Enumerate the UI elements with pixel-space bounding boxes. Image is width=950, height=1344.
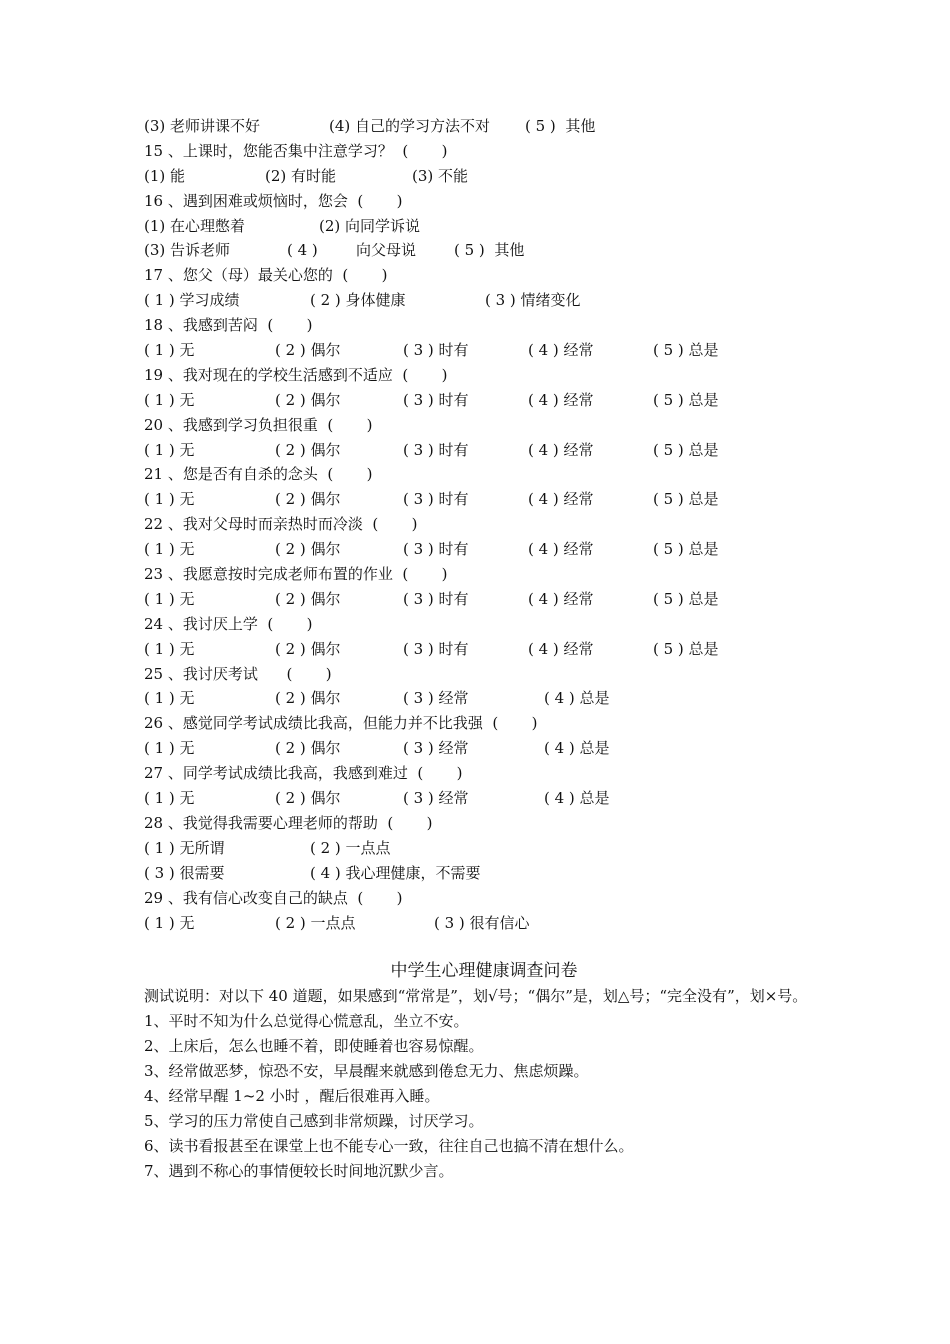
option: ( 3 ) 经常 — [403, 789, 469, 808]
option: ( 1 ) 无 — [144, 540, 195, 559]
option: ( 1 ) 无 — [144, 689, 195, 708]
option: ( 3 ) 时有 — [403, 589, 469, 608]
option: ( 4 ) 经常 — [528, 341, 594, 360]
option: ( 5 ) 总是 — [653, 341, 719, 360]
option: (1) 在心理憋着 — [144, 216, 246, 235]
survey-item: 1、平时不知为什么总觉得心慌意乱，坐立不安。 — [144, 1012, 469, 1031]
option: ( 3 ) 时有 — [403, 390, 469, 409]
question-25: 25 、我讨厌考试 ( ) — [144, 664, 332, 683]
question-14-options — [144, 114, 824, 139]
option: ( 5 ) 其他 — [525, 117, 596, 135]
option: ( 3 ) 很需要 — [144, 863, 225, 882]
question-29-options — [144, 911, 824, 936]
option: ( 4 ) — [287, 241, 318, 260]
question-21-options — [144, 487, 824, 512]
option: ( 2 ) 偶尔 — [275, 639, 341, 658]
option: ( 1 ) 无 — [144, 341, 195, 360]
question-16-options-2 — [144, 238, 824, 263]
question-22: 22 、我对父母时而亲热时而冷淡 ( ) — [144, 515, 418, 534]
question-22-options — [144, 537, 824, 562]
option: ( 1 ) 无 — [144, 789, 195, 808]
question-18: 18 、我感到苦闷 ( ) — [144, 316, 313, 335]
question-24: 24 、我讨厌上学 ( ) — [144, 614, 313, 633]
option: (3) 告诉老师 — [144, 241, 231, 260]
option: ( 1 ) 无 — [144, 390, 195, 409]
option: ( 2 ) 偶尔 — [275, 440, 341, 459]
question-20-options — [144, 438, 824, 463]
question-23-options — [144, 587, 824, 612]
question-19: 19 、我对现在的学校生活感到不适应 ( ) — [144, 365, 448, 384]
option: ( 4 ) 总是 — [544, 789, 610, 808]
option: ( 4 ) 经常 — [528, 540, 594, 559]
question-15: 15 、上课时，您能否集中注意学习？ ( ) — [144, 141, 448, 160]
question-26: 26 、感觉同学考试成绩比我高，但能力并不比我强 ( ) — [144, 714, 538, 733]
question-29: 29 、我有信心改变自己的缺点 ( ) — [144, 888, 403, 907]
option: (3) 不能 — [412, 166, 469, 185]
option: ( 4 ) 我心理健康，不需要 — [310, 863, 481, 882]
option: ( 2 ) 偶尔 — [275, 789, 341, 808]
option: ( 4 ) 经常 — [528, 390, 594, 409]
survey-title: 中学生心理健康调查问卷 — [390, 961, 578, 982]
option: ( 5 ) 总是 — [653, 490, 719, 509]
survey-item: 6、读书看报甚至在课堂上也不能专心一致，往往自己也搞不清在想什么。 — [144, 1136, 634, 1155]
option: ( 2 ) 一点点 — [310, 838, 391, 857]
option: ( 1 ) 无 — [144, 440, 195, 459]
option: (3) 老师讲课不好 — [144, 117, 261, 135]
question-20: 20 、我感到学习负担很重 ( ) — [144, 415, 373, 434]
survey-item: 2、上床后，怎么也睡不着，即使睡着也容易惊醒。 — [144, 1037, 484, 1056]
option: ( 1 ) 无 — [144, 490, 195, 509]
option: (2) 向同学诉说 — [319, 216, 421, 235]
question-28-options-2 — [144, 861, 824, 886]
question-28-options — [144, 836, 824, 861]
option: (2) 有时能 — [265, 166, 337, 185]
option: ( 5 ) 总是 — [653, 589, 719, 608]
option: ( 2 ) 一点点 — [275, 913, 356, 932]
survey-item: 3、经常做恶梦，惊恐不安，早晨醒来就感到倦怠无力、焦虑烦躁。 — [144, 1062, 589, 1081]
option: ( 5 ) 总是 — [653, 540, 719, 559]
option: ( 3 ) 时有 — [403, 341, 469, 360]
option: ( 3 ) 时有 — [403, 639, 469, 658]
option: ( 2 ) 偶尔 — [275, 390, 341, 409]
option: ( 2 ) 身体健康 — [310, 291, 406, 310]
option: ( 4 ) 经常 — [528, 440, 594, 459]
survey-item: 5、学习的压力常使自己感到非常烦躁，讨厌学习。 — [144, 1111, 484, 1130]
option: ( 4 ) 经常 — [528, 639, 594, 658]
option: ( 4 ) 经常 — [528, 589, 594, 608]
option: ( 2 ) 偶尔 — [275, 540, 341, 559]
option: ( 1 ) 无 — [144, 913, 195, 932]
question-17: 17 、您父（母）最关心您的 ( ) — [144, 266, 388, 285]
question-25-options — [144, 686, 824, 711]
option: ( 5 ) 总是 — [653, 639, 719, 658]
option: ( 3 ) 经常 — [403, 739, 469, 758]
option: ( 3 ) 时有 — [403, 540, 469, 559]
question-27-options — [144, 786, 824, 811]
option: ( 2 ) 偶尔 — [275, 689, 341, 708]
option: ( 5 ) 其他 — [454, 241, 525, 260]
survey-item: 7、遇到不称心的事情便较长时间地沉默少言。 — [144, 1161, 454, 1180]
option: ( 4 ) 经常 — [528, 490, 594, 509]
option: ( 3 ) 情绪变化 — [485, 291, 581, 310]
option: ( 2 ) 偶尔 — [275, 739, 341, 758]
question-16-options — [144, 214, 824, 239]
question-26-options — [144, 736, 824, 761]
option: ( 1 ) 无 — [144, 739, 195, 758]
option: ( 1 ) 无 — [144, 589, 195, 608]
question-23: 23 、我愿意按时完成老师布置的作业 ( ) — [144, 565, 448, 584]
option: (4) 自己的学习方法不对 — [329, 117, 491, 135]
option: ( 1 ) 学习成绩 — [144, 291, 240, 310]
document-page — [144, 114, 824, 1184]
option: ( 1 ) 无所谓 — [144, 838, 225, 857]
question-17-options — [144, 288, 824, 313]
option: ( 5 ) 总是 — [653, 440, 719, 459]
question-15-options — [144, 164, 824, 189]
option: ( 2 ) 偶尔 — [275, 341, 341, 360]
option: ( 3 ) 很有信心 — [434, 913, 530, 932]
option: ( 5 ) 总是 — [653, 390, 719, 409]
question-21: 21 、您是否有自杀的念头 ( ) — [144, 465, 373, 484]
question-24-options — [144, 637, 824, 662]
question-18-options — [144, 338, 824, 363]
survey-instructions: 测试说明：对以下 40 道题，如果感到“常常是”，划√号；“偶尔”是，划△号；“完全没有”，划×号。 — [144, 987, 808, 1006]
option: ( 3 ) 时有 — [403, 490, 469, 509]
question-19-options — [144, 388, 824, 413]
option: ( 2 ) 偶尔 — [275, 589, 341, 608]
option: ( 1 ) 无 — [144, 639, 195, 658]
option: ( 3 ) 经常 — [403, 689, 469, 708]
survey-item: 4、经常早醒 1~2 小时 ，醒后很难再入睡。 — [144, 1086, 440, 1105]
option: 向父母说 — [356, 241, 417, 260]
question-27: 27 、同学考试成绩比我高，我感到难过 ( ) — [144, 764, 463, 783]
option: ( 3 ) 时有 — [403, 440, 469, 459]
option: ( 4 ) 总是 — [544, 739, 610, 758]
question-28: 28 、我觉得我需要心理老师的帮助 ( ) — [144, 813, 433, 832]
option: ( 4 ) 总是 — [544, 689, 610, 708]
option: (1) 能 — [144, 166, 186, 185]
option: ( 2 ) 偶尔 — [275, 490, 341, 509]
question-16: 16 、遇到困难或烦恼时，您会 ( ) — [144, 191, 403, 210]
